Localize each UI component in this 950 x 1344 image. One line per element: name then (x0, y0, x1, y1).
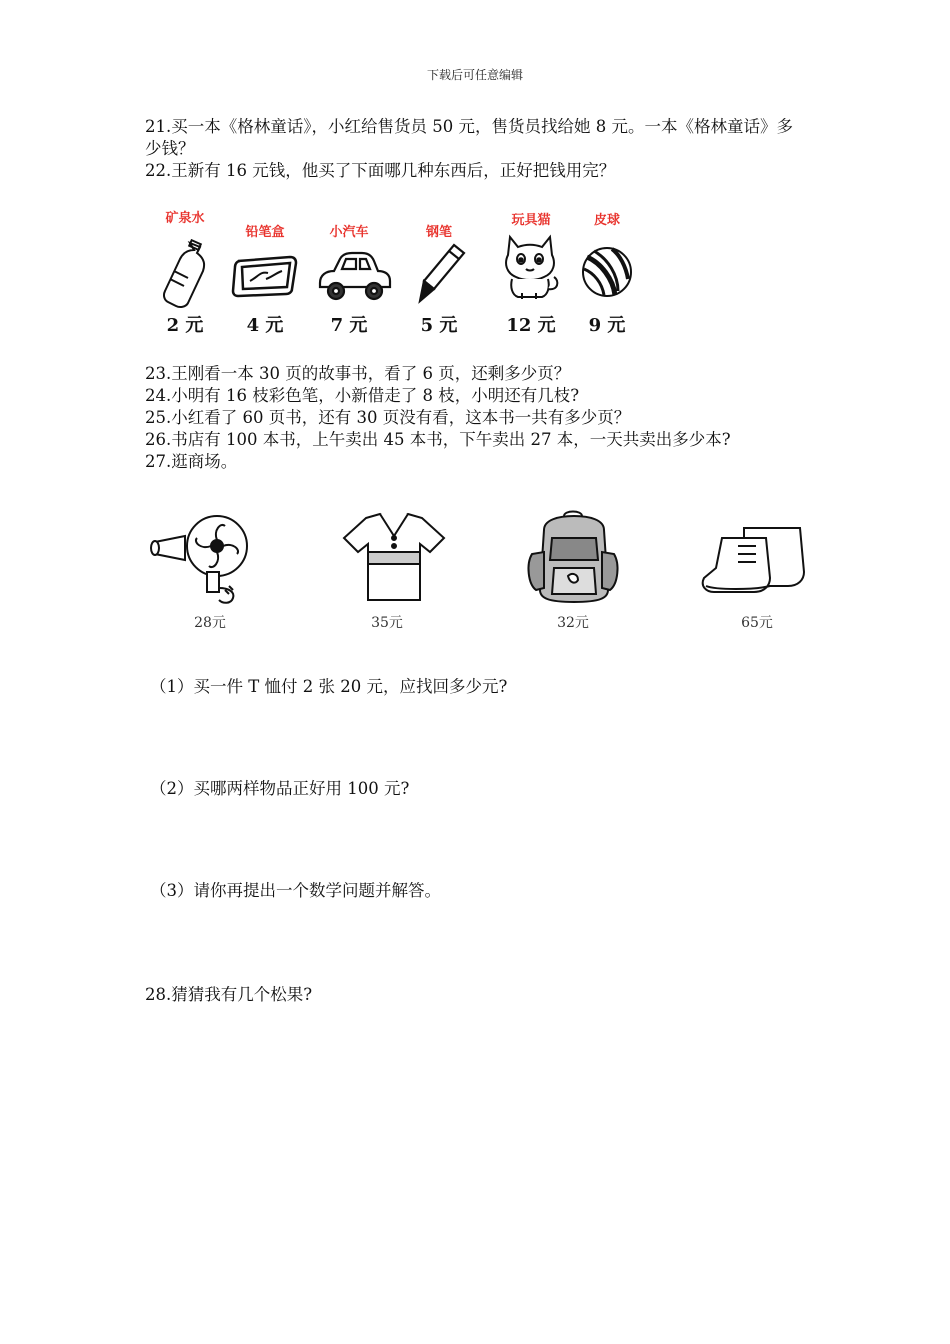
good-label: 矿泉水 (165, 211, 205, 226)
backpack-icon (508, 508, 638, 608)
mall-item-price: 28元 (194, 615, 226, 631)
good-price: 9 元 (588, 315, 626, 336)
mall-item-shoes (687, 500, 827, 640)
question-23: 23.王刚看一本 30 页的故事书，看了 6 页，还剩多少页？ (145, 364, 571, 383)
good-ball (567, 205, 647, 340)
mall-items-row (140, 500, 810, 640)
question-21: 21.买一本《格林童话》，小红给售货员 50 元，售货员找给她 8 元。一本《格林童话》多少钱？ (145, 117, 793, 158)
good-toy-cat (491, 205, 571, 340)
good-price: 2 元 (166, 315, 204, 336)
question-24: 24.小明有 16 枝彩色笔，小新借走了 8 枝，小明还有几枝? (145, 386, 580, 405)
water-bottle-icon (150, 239, 220, 305)
good-label: 玩具猫 (511, 213, 551, 228)
page-header: 下载后可任意编辑 (426, 68, 523, 82)
good-pen (399, 205, 479, 340)
good-price: 4 元 (246, 315, 284, 336)
good-label: 铅笔盒 (245, 225, 285, 240)
good-water (145, 205, 225, 340)
toy-car-icon (314, 239, 384, 305)
mall-item-price: 65元 (741, 615, 773, 631)
mall-item-t-shirt (317, 500, 457, 640)
good-price: 7 元 (330, 315, 368, 336)
sub-question-3: （3）请你再提出一个数学问题并解答。 (150, 881, 441, 900)
good-label: 皮球 (593, 213, 620, 228)
ball-icon (572, 239, 642, 305)
shoes-icon (692, 508, 822, 608)
good-pencil-box (225, 205, 305, 340)
pencil-box-icon (230, 239, 300, 305)
good-label: 小汽车 (329, 225, 369, 240)
mall-item-hair-dryer (140, 500, 280, 640)
t-shirt-icon (322, 508, 452, 608)
good-label: 钢笔 (425, 225, 452, 240)
pen-icon (404, 239, 474, 305)
goods-price-row (145, 205, 635, 340)
question-26: 26.书店有 100 本书，上午卖出 45 本书，下午卖出 27 本，一天共卖出多少本? (145, 430, 731, 449)
mall-item-price: 35元 (371, 615, 403, 631)
mall-item-backpack (503, 500, 643, 640)
hair-dryer-icon (145, 508, 275, 608)
question-28: 28.猜猜我有几个松果? (145, 985, 313, 1004)
question-27: 27.逛商场。 (145, 452, 238, 471)
good-price: 12 元 (506, 315, 556, 336)
question-25: 25.小红看了 60 页书，还有 30 页没有看，这本书一共有多少页？ (145, 408, 631, 427)
mall-item-price: 32元 (557, 615, 589, 631)
sub-question-2: （2）买哪两样物品正好用 100 元? (150, 779, 410, 798)
sub-question-1: （1）买一件 T 恤付 2 张 20 元，应找回多少元? (150, 677, 508, 696)
good-toy-car (309, 205, 389, 340)
question-22: 22.王新有 16 元钱，他买了下面哪几种东西后，正好把钱用完？ (145, 161, 616, 180)
good-price: 5 元 (420, 315, 458, 336)
toy-cat-icon (496, 229, 566, 305)
